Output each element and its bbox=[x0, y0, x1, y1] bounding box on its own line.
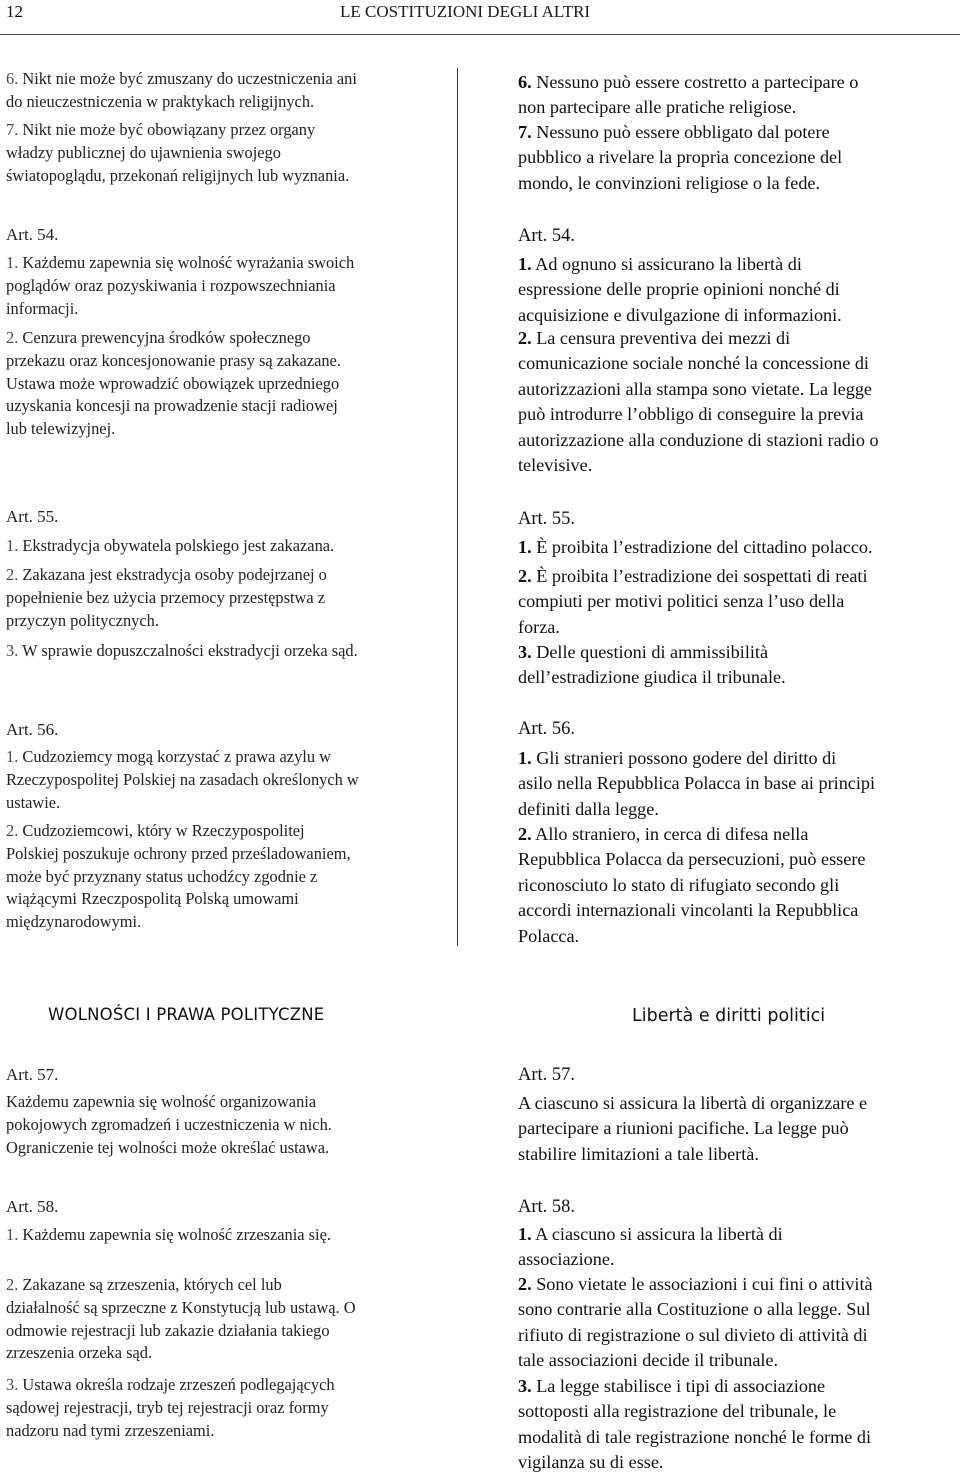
paragraph-text: Gli stranieri possono godere del diritto di bbox=[531, 748, 837, 768]
paragraph-text: Nessuno può essere obbligato dal potere bbox=[531, 122, 830, 142]
paragraph-text: Zakazane są zrzeszenia, których cel lub bbox=[18, 1275, 282, 1294]
text-line: definiti dalla legge. bbox=[518, 798, 659, 819]
paragraph-number: 1. bbox=[6, 536, 19, 555]
it-art-55-para-3 bbox=[518, 640, 786, 691]
text-line: associazione. bbox=[518, 1249, 615, 1270]
text-line bbox=[518, 535, 873, 560]
text-line bbox=[518, 746, 875, 771]
running-title-rest: E COSTITUZIONI DEGLI ALTRI bbox=[350, 2, 591, 21]
text-line: popełnienie bez użycia przemocy przestępstwa z bbox=[6, 587, 326, 607]
text-line: compiuti per motivi politici senza l’uso della bbox=[518, 591, 845, 612]
text-line: non partecipare alle pratiche religiose. bbox=[518, 97, 797, 118]
text-line bbox=[518, 1272, 873, 1297]
text-line: Polskiej poszukuje ochrony przed prześladowaniem, bbox=[6, 843, 351, 863]
text-line bbox=[6, 746, 359, 769]
pl-art-56-para-2 bbox=[6, 820, 351, 934]
paragraph-number: 1. bbox=[518, 748, 532, 768]
text-line: sądowej rejestracji, tryb tej rejestracji oraz formy bbox=[6, 1397, 329, 1417]
text-line: nadzoru nad tymi zrzeszeniami. bbox=[6, 1420, 215, 1440]
header-rule bbox=[0, 34, 960, 35]
it-art-54-heading: Art. 54. bbox=[518, 226, 576, 246]
pl-art-55-para-3 bbox=[6, 640, 358, 663]
text-line: wiążącymi Rzeczpospolitą Polską umowami bbox=[6, 889, 299, 909]
running-title-initial: L bbox=[340, 2, 351, 21]
text-line bbox=[518, 70, 858, 95]
pl-art-55-para-1 bbox=[6, 535, 334, 558]
pl-art-58-heading: Art. 58. bbox=[6, 1197, 59, 1216]
text-line: A ciascuno si assicura la libertà di organizzare e bbox=[518, 1093, 868, 1113]
paragraph-text: La censura preventiva dei mezzi di bbox=[531, 328, 791, 348]
text-line: stabilire limitazioni a tale libertà. bbox=[518, 1143, 759, 1164]
it-art-58-heading: Art. 58. bbox=[518, 1197, 576, 1217]
text-line: modalità di tale registrazione nonché le forme di bbox=[518, 1426, 872, 1447]
paragraph-text: La legge stabilisce i tipi di associazione bbox=[531, 1376, 826, 1396]
pl-art-58-para-3 bbox=[6, 1374, 335, 1442]
paragraph-text: W sprawie dopuszczalności ekstradycji orzeka sąd. bbox=[18, 641, 358, 660]
text-line: autorizzazione alla conduzione di stazioni radio o bbox=[518, 429, 879, 450]
text-line bbox=[518, 822, 865, 847]
text-line: tale associazioni decide il tribunale. bbox=[518, 1350, 779, 1371]
pl-art-55-heading: Art. 55. bbox=[6, 507, 59, 526]
it-art-57-heading: Art. 57. bbox=[518, 1065, 576, 1085]
text-line: sottoposti alla registrazione del tribunale, le bbox=[518, 1401, 837, 1422]
it-art-57-text bbox=[518, 1091, 867, 1167]
paragraph-number: 7. bbox=[518, 122, 532, 142]
paragraph-number: 2. bbox=[518, 824, 532, 844]
paragraph-text: Każdemu zapewnia się wolność wyrażania swoich bbox=[18, 253, 355, 272]
it-art-58-para-2 bbox=[518, 1272, 873, 1374]
pl-art-57-text bbox=[6, 1091, 332, 1159]
paragraph-number: 1. bbox=[518, 1224, 532, 1244]
text-line: accordi internazionali vincolanti la Repubblica bbox=[518, 900, 859, 921]
it-art-56-heading: Art. 56. bbox=[518, 719, 576, 739]
text-line: espressione delle proprie opinioni nonché di bbox=[518, 279, 840, 300]
paragraph-number: 2. bbox=[6, 328, 19, 347]
paragraph-number: 2. bbox=[6, 1275, 19, 1294]
it-art-56-para-1 bbox=[518, 746, 875, 822]
text-line: riconosciuto lo stato di rifugiato secondo gli bbox=[518, 874, 840, 895]
paragraph-number: 2. bbox=[518, 566, 532, 586]
it-art-58-para-1 bbox=[518, 1222, 783, 1273]
text-line bbox=[6, 327, 341, 350]
paragraph-number: 2. bbox=[6, 565, 19, 584]
pl-art-54-para-2 bbox=[6, 327, 341, 441]
text-line: forza. bbox=[518, 616, 560, 637]
text-line: ustawie. bbox=[6, 792, 61, 812]
paragraph-text: Zakazana jest ekstradycja osoby podejrzanej o bbox=[18, 565, 327, 584]
text-line bbox=[6, 252, 354, 275]
text-line: Repubblica Polacca da persecuzioni, può essere bbox=[518, 849, 866, 870]
paragraph-text: Nikt nie może być obowiązany przez organy bbox=[18, 120, 316, 139]
paragraph-text: Każdemu zapewnia się wolność zrzeszania się. bbox=[18, 1225, 331, 1244]
pl-section-heading: WOLNOŚCI I PRAWA POLITYCZNE bbox=[48, 1005, 325, 1024]
text-line: dell’estradizione giudica il tribunale. bbox=[518, 667, 786, 688]
paragraph-text: Cudzoziemcy mogą korzystać z prawa azylu w bbox=[18, 747, 331, 766]
pl-art-57-heading: Art. 57. bbox=[6, 1065, 59, 1084]
text-line bbox=[6, 119, 349, 142]
text-line: acquisizione e divulgazione di informazioni. bbox=[518, 304, 842, 325]
paragraph-number: 1. bbox=[6, 1225, 19, 1244]
text-line: informacji. bbox=[6, 298, 79, 318]
paragraph-text: Ad ognuno si assicurano la libertà di bbox=[531, 254, 802, 274]
text-line: lub telewizyjnej. bbox=[6, 419, 116, 439]
text-line: televisive. bbox=[518, 455, 593, 476]
paragraph-text: A ciascuno si assicura la libertà di bbox=[531, 1224, 783, 1244]
text-line bbox=[6, 640, 358, 663]
text-line bbox=[6, 535, 334, 558]
it-art-55-para-1 bbox=[518, 535, 873, 560]
text-line bbox=[6, 820, 351, 843]
paragraph-number: 2. bbox=[518, 1274, 532, 1294]
text-line bbox=[6, 68, 357, 91]
text-line bbox=[518, 120, 842, 145]
paragraph-text: Cenzura prewencyjna środków społecznego bbox=[18, 328, 311, 347]
it-art-56-para-2 bbox=[518, 822, 865, 949]
text-line bbox=[518, 1374, 871, 1399]
pl-paragraph-6 bbox=[6, 68, 357, 114]
it-art-54-para-2 bbox=[518, 326, 879, 478]
paragraph-number: 1. bbox=[6, 747, 19, 766]
text-line bbox=[6, 1274, 356, 1297]
text-line: przekazu oraz koncesjonowanie prasy są zakazane. bbox=[6, 350, 341, 370]
text-line bbox=[518, 640, 786, 665]
paragraph-number: 6. bbox=[6, 69, 19, 88]
paragraph-number: 3. bbox=[6, 641, 19, 660]
paragraph-text: Nessuno può essere costretto a partecipare o bbox=[531, 72, 859, 92]
paragraph-number: 2. bbox=[6, 821, 19, 840]
it-art-58-para-3 bbox=[518, 1374, 871, 1476]
pl-paragraph-7 bbox=[6, 119, 349, 187]
paragraph-number: 1. bbox=[518, 537, 532, 557]
it-art-55-para-2 bbox=[518, 564, 868, 640]
text-line: światopoglądu, przekonań religijnych lub wyznania. bbox=[6, 165, 350, 185]
page-number: 12 bbox=[6, 2, 23, 21]
paragraph-number: 3. bbox=[518, 642, 532, 662]
text-line: poglądów oraz pozyskiwania i rozpowszechniania bbox=[6, 275, 336, 295]
text-line: pokojowych zgromadzeń i uczestniczenia w nich. bbox=[6, 1114, 332, 1134]
text-line bbox=[6, 564, 327, 587]
paragraph-number: 1. bbox=[518, 254, 532, 274]
paragraph-text: È proibita l’estradizione del cittadino polacco. bbox=[531, 537, 873, 557]
paragraph-number: 3. bbox=[6, 1375, 19, 1394]
pl-art-56-heading: Art. 56. bbox=[6, 720, 59, 739]
paragraph-number: 3. bbox=[518, 1376, 532, 1396]
pl-art-58-para-1 bbox=[6, 1224, 331, 1247]
text-line: rifiuto di registrazione o sul divieto di attività di bbox=[518, 1324, 868, 1345]
pl-art-54-heading: Art. 54. bbox=[6, 225, 59, 244]
it-art-55-heading: Art. 55. bbox=[518, 509, 576, 529]
paragraph-text: È proibita l’estradizione dei sospettati di reati bbox=[531, 566, 868, 586]
text-line: zrzeszenia orzeka sąd. bbox=[6, 1343, 153, 1363]
text-line bbox=[6, 1224, 331, 1247]
text-line: do nieuczestniczenia w praktykach religijnych. bbox=[6, 91, 315, 111]
text-line bbox=[518, 564, 868, 589]
pl-art-58-para-2 bbox=[6, 1274, 356, 1365]
text-line: odmowie rejestracji lub zakazie działania takiego bbox=[6, 1320, 330, 1340]
paragraph-text: Sono vietate le associazioni i cui fini o attività bbox=[531, 1274, 873, 1294]
text-line: może być przyznany status uchodźcy zgodnie z bbox=[6, 866, 318, 886]
paragraph-text: Ustawa określa rodzaje zrzeszeń podlegających bbox=[18, 1375, 335, 1394]
text-line: pubblico a rivelare la propria concezione del bbox=[518, 147, 843, 168]
running-title bbox=[340, 2, 590, 22]
text-line: przyczyn politycznych. bbox=[6, 610, 159, 630]
text-line: władzy publicznej do ujawnienia swojego bbox=[6, 142, 281, 162]
it-section-heading: Libertà e diritti politici bbox=[632, 1006, 826, 1026]
text-line: działalność są sprzeczne z Konstytucją lub ustawą. O bbox=[6, 1297, 356, 1317]
text-line: Ograniczenie tej wolności może określać ustawa. bbox=[6, 1137, 330, 1157]
text-line: partecipare a riunioni pacifiche. La legge può bbox=[518, 1118, 849, 1139]
text-line bbox=[518, 326, 879, 351]
paragraph-text: Allo straniero, in cerca di difesa nella bbox=[531, 824, 809, 844]
text-line: può introdurre l’obbligo di conseguire la previa bbox=[518, 404, 864, 425]
pl-art-56-para-1 bbox=[6, 746, 359, 814]
text-line: uzyskania koncesji na prowadzenie stacji radiowej bbox=[6, 396, 338, 416]
text-line bbox=[518, 1222, 783, 1247]
paragraph-number: 6. bbox=[518, 72, 532, 92]
text-line: comunicazione sociale nonché la concessione di bbox=[518, 353, 869, 374]
paragraph-number: 1. bbox=[6, 253, 19, 272]
text-line: vigilanza su di esse. bbox=[518, 1452, 664, 1473]
text-line: Polacca. bbox=[518, 925, 580, 946]
column-divider bbox=[457, 68, 458, 946]
pl-art-55-para-2 bbox=[6, 564, 327, 632]
paragraph-text: Nikt nie może być zmuszany do uczestniczenia ani bbox=[18, 69, 357, 88]
text-line: Ustawa może wprowadzić obowiązek uprzedniego bbox=[6, 373, 340, 393]
text-line bbox=[518, 252, 842, 277]
text-line: asilo nella Repubblica Polacca in base ai principi bbox=[518, 773, 876, 794]
text-line: sono contrarie alla Costituzione o alla legge. Sul bbox=[518, 1299, 871, 1320]
text-line: mondo, le convinzioni religiose o la fede. bbox=[518, 172, 821, 193]
text-line: autorizzazioni alla stampa sono vietate. La legge bbox=[518, 378, 872, 399]
text-line: międzynarodowymi. bbox=[6, 912, 142, 932]
paragraph-number: 2. bbox=[518, 328, 532, 348]
paragraph-text: Delle questioni di ammissibilità bbox=[531, 642, 769, 662]
paragraph-text: Ekstradycja obywatela polskiego jest zakazana. bbox=[18, 536, 335, 555]
paragraph-number: 7. bbox=[6, 120, 19, 139]
it-paragraph-7 bbox=[518, 120, 842, 196]
text-line: Każdemu zapewnia się wolność organizowania bbox=[6, 1092, 317, 1111]
text-line: Rzeczypospolitej Polskiej na zasadach określonych w bbox=[6, 769, 359, 789]
it-paragraph-6 bbox=[518, 70, 858, 121]
paragraph-text: Cudzoziemcowi, który w Rzeczypospolitej bbox=[18, 821, 305, 840]
it-art-54-para-1 bbox=[518, 252, 842, 328]
pl-art-54-para-1 bbox=[6, 252, 354, 320]
text-line bbox=[6, 1374, 335, 1397]
